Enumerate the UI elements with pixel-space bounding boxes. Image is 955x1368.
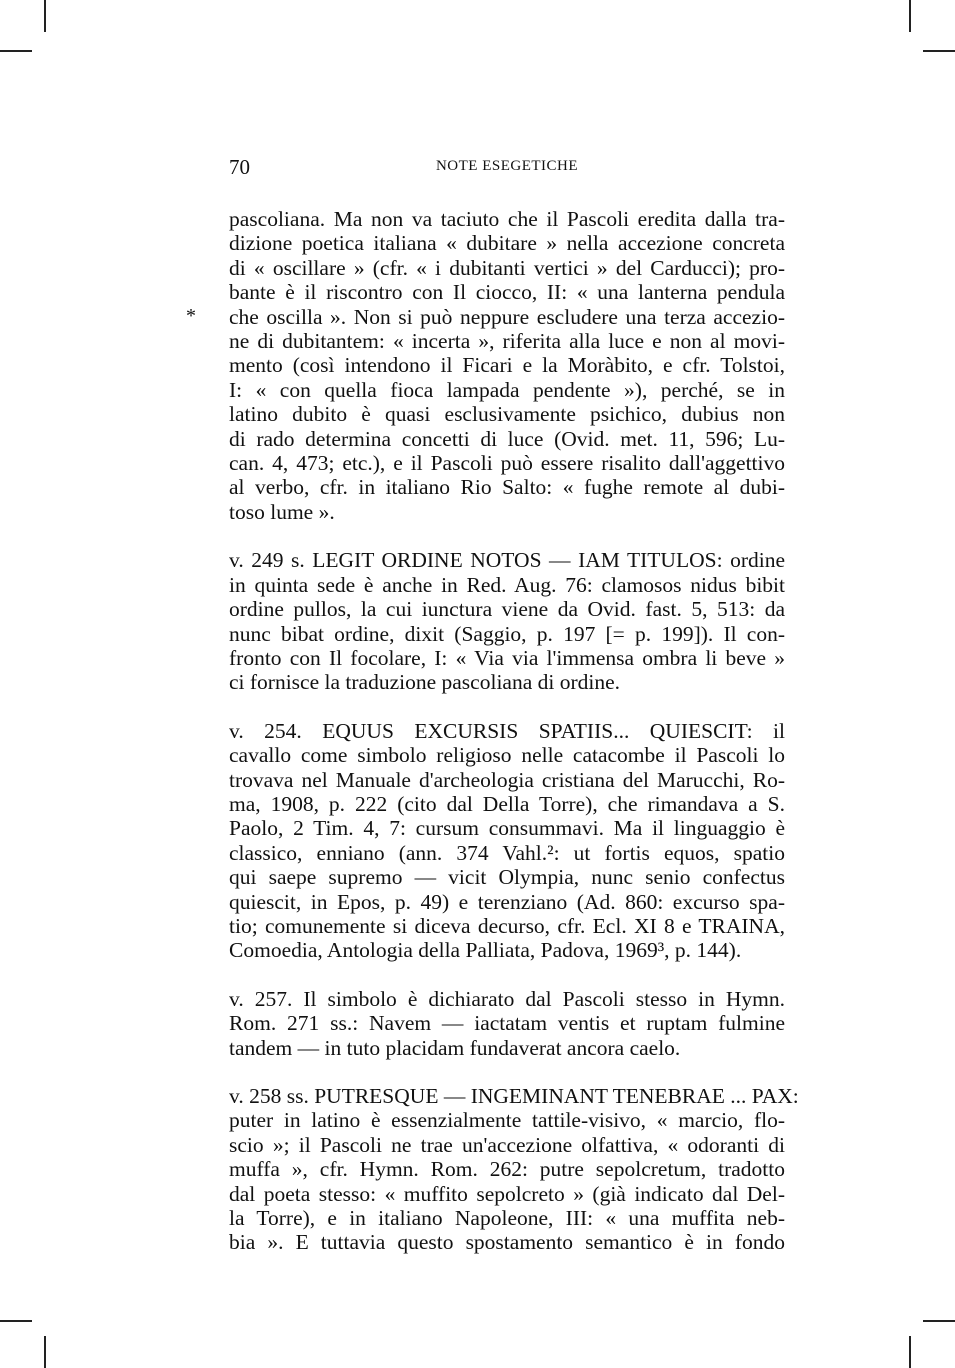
text-line: I: « con quella fioca lampada pendente »), perché, se in <box>229 377 785 402</box>
text-line: can. 4, 473; etc.), e il Pascoli può essere risalito dall'aggettivo <box>229 451 785 476</box>
text-line: di « oscillare » (cfr. « i dubitanti vertici » del Carducci); pro- <box>229 255 785 280</box>
text-line: v. 257. Il simbolo è dichiarato dal Pascoli stesso in Hymn. <box>229 986 785 1011</box>
paragraph-v254 <box>229 719 785 963</box>
text-line: nunc bibat ordine, dixit (Saggio, p. 197 [= p. 199]). Il con- <box>229 621 785 646</box>
crop-mark-bottom-right <box>909 1336 911 1368</box>
body-text <box>229 207 799 1279</box>
text-line: bia ». E tuttavia questo spostamento semantico è in fondo <box>229 1230 785 1255</box>
text-line: fronto con Il focolare, I: « Via via l'immensa ombra li beve » <box>229 645 785 670</box>
text-line: bante è il riscontro con Il ciocco, II: « una lanterna pendula <box>229 280 785 305</box>
text-line: tandem — in tuto placidam fundaverat ancora caelo. <box>229 1035 681 1060</box>
text-line: pascoliana. Ma non va taciuto che il Pascoli eredita dalla tra- <box>229 207 785 231</box>
crop-mark-top-left-h <box>0 50 32 52</box>
crop-mark-bottom-left <box>44 1336 46 1368</box>
crop-mark-top-right-h <box>923 50 955 52</box>
text-line: ne di dubitantem: « incerta », riferita alla luce e non al movi- <box>229 329 785 354</box>
text-line: muffa », cfr. Hymn. Rom. 262: putre sepolcretum, tradotto <box>229 1157 785 1182</box>
page-header <box>229 155 785 183</box>
text-line: ordine pullos, la cui iunctura viene da Ovid. fast. 5, 513: da <box>229 597 785 622</box>
running-head: NOTE ESEGETICHE <box>435 158 579 174</box>
paragraph-v258 <box>229 1084 799 1255</box>
text-line: trovava nel Manuale d'archeologia cristiana del Marucchi, Ro- <box>229 767 785 792</box>
text-line: Comoedia, Antologia della Palliata, Padova, 1969³, p. 144). <box>229 938 742 963</box>
text-line: v. 249 s. LEGIT ORDINE NOTOS — IAM TITULOS: ordine <box>229 548 785 573</box>
crop-mark-bottom-right-h <box>923 1320 955 1322</box>
text-line: cavallo come simbolo religioso nelle catacombe il Pascoli lo <box>229 743 785 768</box>
text-line: v. 258 ss. PUTRESQUE — INGEMINANT TENEBRAE ... PAX: <box>229 1084 799 1108</box>
text-line: la Torre), e in italiano Napoleone, III: « una muffita neb- <box>229 1206 785 1231</box>
text-line: scio »; il Pascoli ne trae un'accezione olfattiva, « odoranti di <box>229 1132 785 1157</box>
text-line: ma, 1908, p. 222 (cito dal Della Torre), che rimandava a S. <box>229 791 785 816</box>
crop-mark-top-left <box>44 0 46 32</box>
crop-mark-top-right <box>909 0 911 32</box>
text-line: in quinta sede è anche in Red. Aug. 76: clamosos nidus bibit <box>229 572 785 597</box>
text-line: ci fornisce la traduzione pascoliana di ordine. <box>229 670 621 695</box>
page-number: 70 <box>229 155 250 179</box>
text-line: v. 254. EQUUS EXCURSIS SPATIIS... QUIESCIT: il <box>229 718 785 743</box>
text-line: quiescit, in Epos, p. 49) e terenziano (Ad. 860: excurso spa- <box>229 889 785 914</box>
text-line: che oscilla ». Non si può neppure escludere una terza accezio- <box>229 304 785 329</box>
margin-asterisk: * <box>186 305 196 327</box>
text-line: dizione poetica italiana « dubitare » nella accezione concreta <box>229 231 785 256</box>
text-line: mento (così intendono il Ficari e la Moràbito, e cfr. Tolstoi, <box>229 353 785 378</box>
text-line: al verbo, cfr. in italiano Rio Salto: « fughe remote al dubi- <box>229 475 785 500</box>
text-line: di rado determina concetti di luce (Ovid. met. 11, 596; Lu- <box>229 426 785 451</box>
paragraph-v257 <box>229 987 785 1060</box>
text-line: tio; comunemente si diceva decurso, cfr. Ecl. XI 8 e TRAINA, <box>229 913 785 938</box>
paragraph-pascoliana <box>229 207 785 524</box>
paragraph-v249 <box>229 548 785 694</box>
text-line: puter in latino è essenzialmente tattile-visivo, « marcio, flo- <box>229 1108 785 1133</box>
text-line: latino dubito è quasi esclusivamente psichico, dubius non <box>229 402 785 427</box>
text-line: Paolo, 2 Tim. 4, 7: cursum consummavi. Ma il linguaggio è <box>229 816 785 841</box>
text-line: qui saepe supremo — vicit Olympia, nunc senio confectus <box>229 865 785 890</box>
text-line: dal poeta stesso: « muffito sepolcreto » (già indicato dal Del- <box>229 1181 785 1206</box>
text-line: classico, enniano (ann. 374 Vahl.²: ut fortis equos, spatio <box>229 840 785 865</box>
text-line: Rom. 271 ss.: Navem — iactatam ventis et ruptam fulmine <box>229 1011 785 1036</box>
text-line: toso lume ». <box>229 499 335 524</box>
crop-mark-bottom-left-h <box>0 1320 32 1322</box>
